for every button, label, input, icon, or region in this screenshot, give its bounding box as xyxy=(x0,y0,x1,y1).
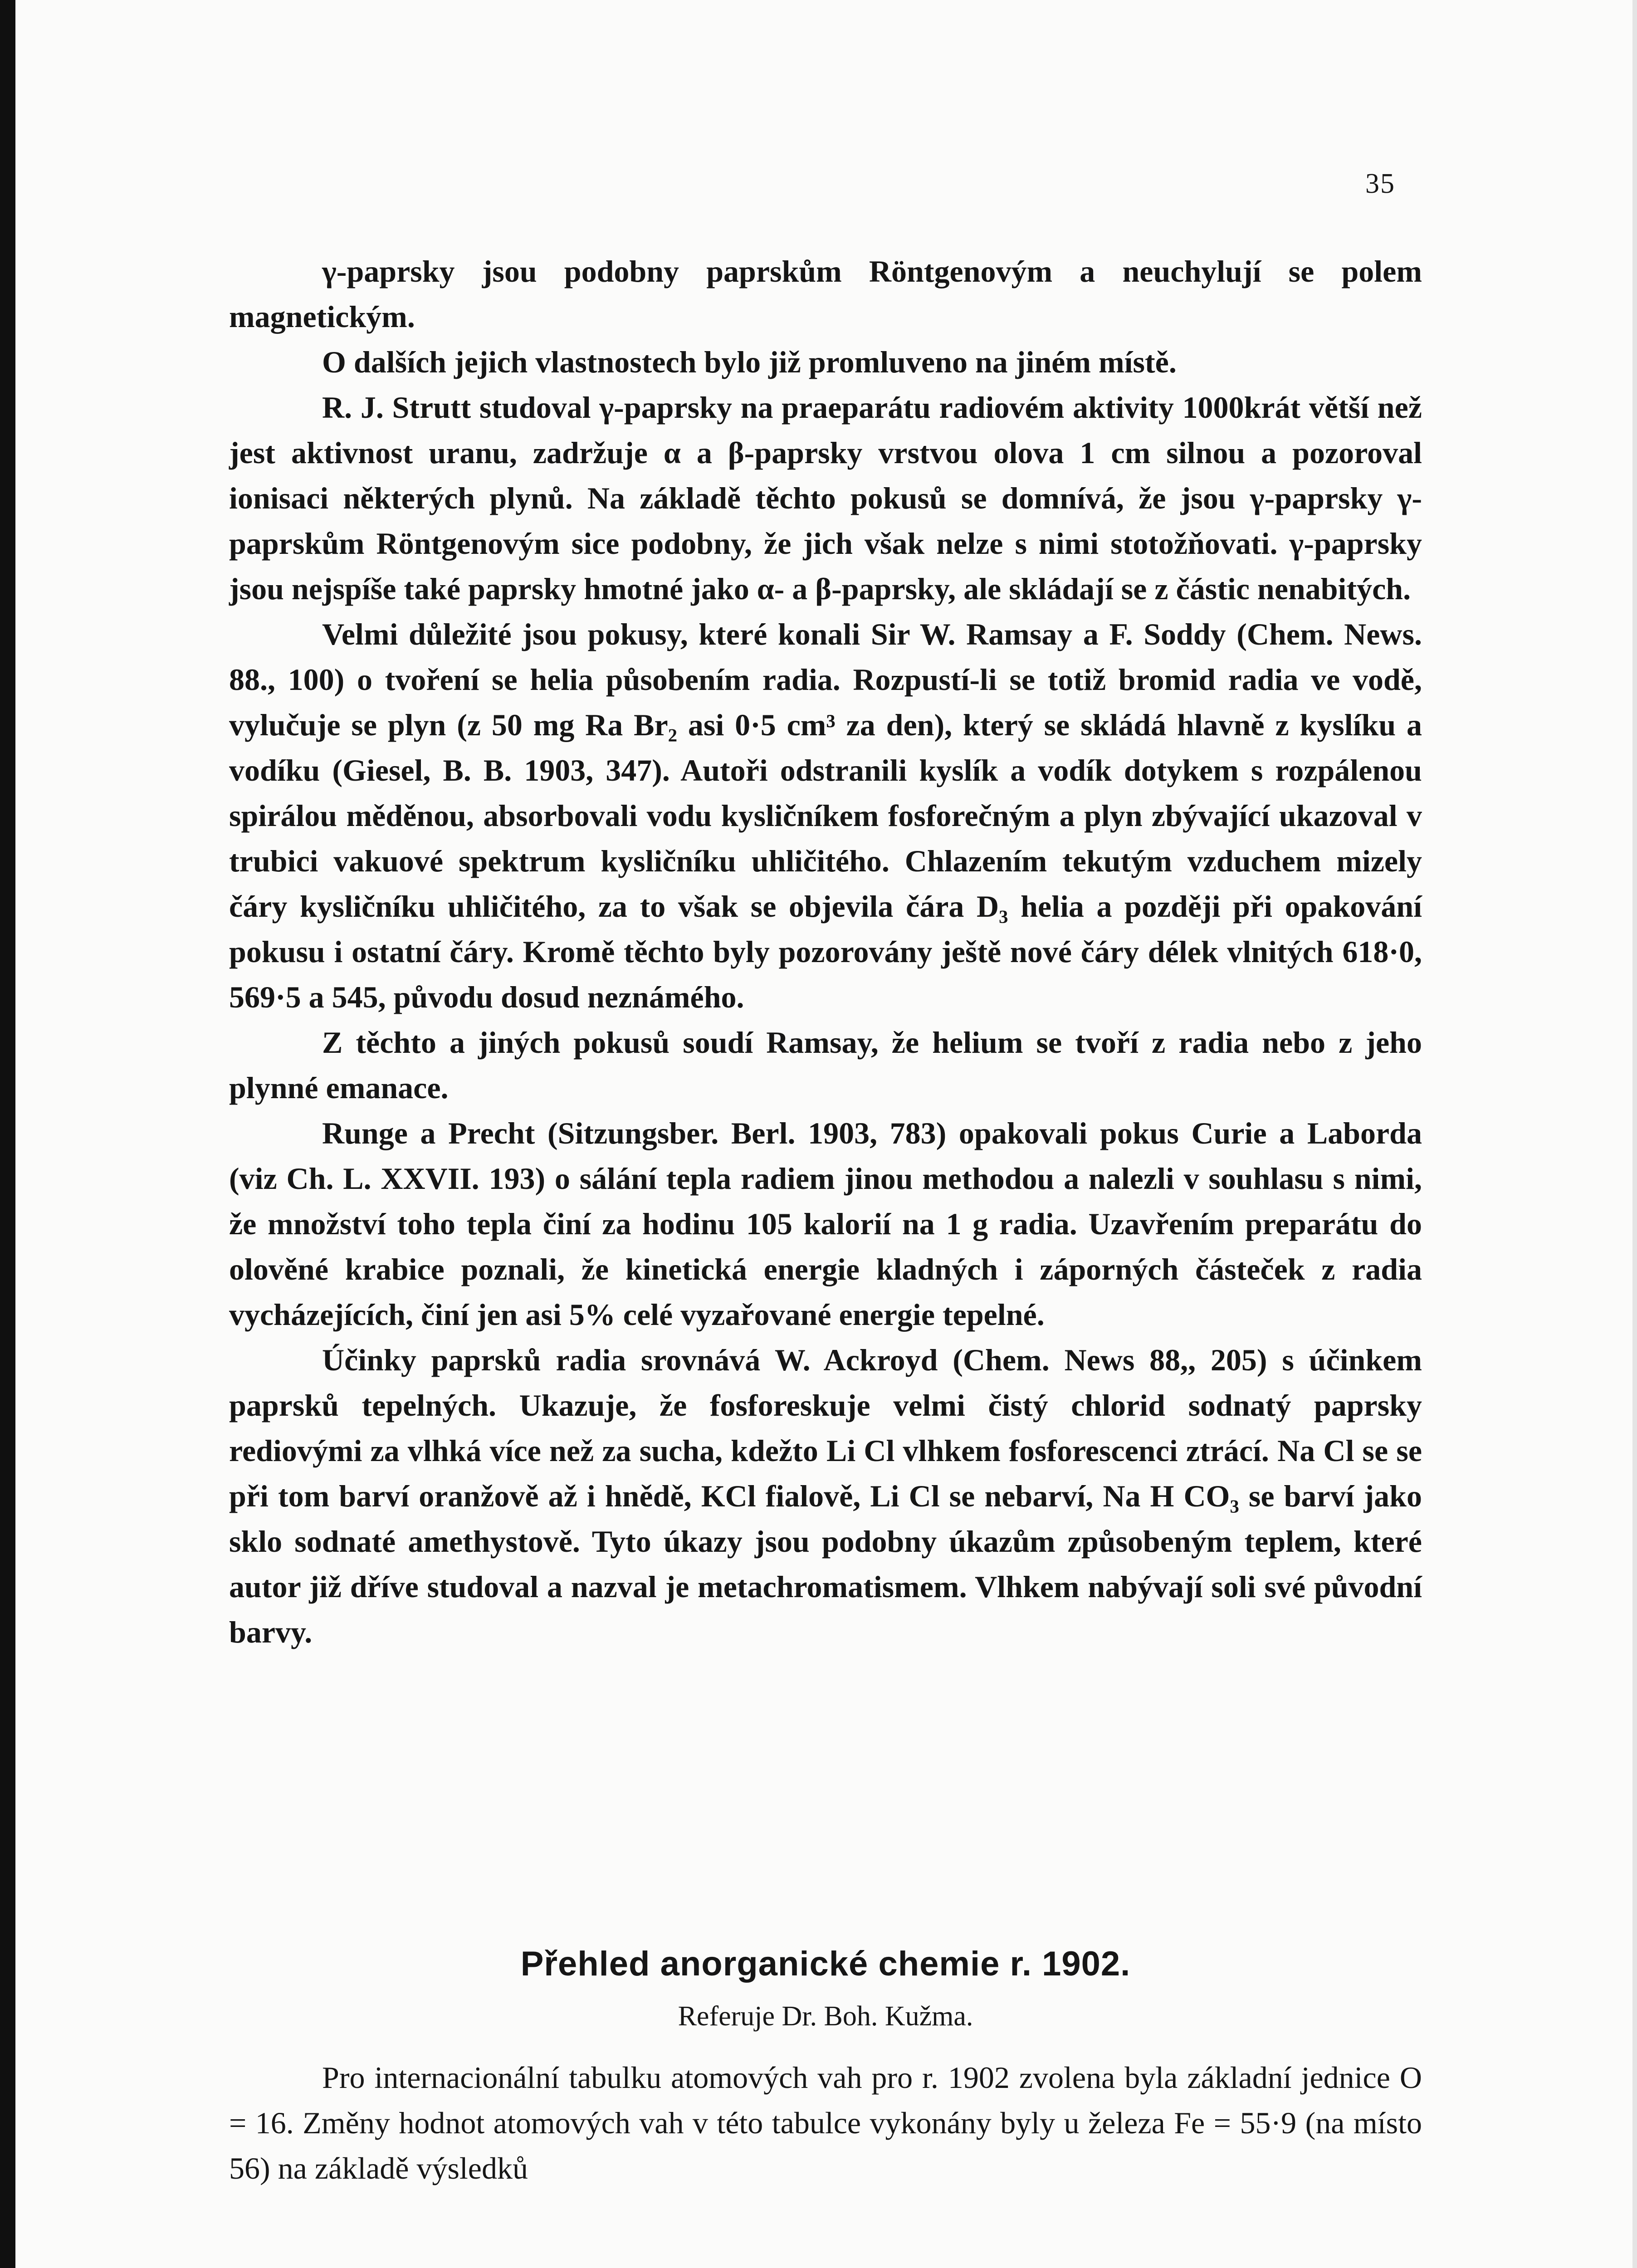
section-title: Přehled anorganické chemie r. 1902. xyxy=(520,1945,1131,1983)
scan-border-left xyxy=(0,0,15,2268)
paragraph-runge-precht: Runge a Precht (Sitzungsber. Berl. 1903, 783) opakovali pokus Curie a Laborda (viz Ch. L. XXVII. 193) o sálání tepla radiem jinou methodou a nalezli v souhlasu s nimi, že množství toho tepla činí za hodinu 105 kalorií na 1 g radia. Uzavřením preparátu do olověné krabice poznali, že kinetická energie kladných i záporných částeček z radia vycházejících, činí jen asi 5% celé vyzařované energie tepelné. xyxy=(229,1116,1422,1332)
paragraph-strutt: R. J. Strutt studoval γ-paprsky na praeparátu radiovém aktivity 1000krát větší než jest aktivnost uranu, zadržuje α a β-paprsky vrstvou olova 1 cm silnou a pozoroval ionisaci některých plynů. Na základě těchto pokusů se domnívá, že jsou γ-paprsky γ-paprskům Röntgenovým sice podobny, že jich však nelze s nimi stotožňovati. γ-paprsky jsou nejspíše také paprsky hmotné jako α- a β-paprsky, ale skládají se z částic nenabitých. xyxy=(229,390,1422,606)
paragraph-gamma-rays: γ-paprsky jsou podobny paprskům Röntgenovým a neuchylují se polem magnetickým. xyxy=(229,254,1422,334)
section-body xyxy=(229,2055,1422,2191)
paragraph-atomic-weights: Pro internacionální tabulku atomových vah pro r. 1902 zvolena byla základní jednice O = 16. Změny hodnot atomových vah v této tabulce vykonány byly u železa Fe = 55·9 (na místo 56) na základě výsledků xyxy=(229,2060,1422,2185)
scan-border-right xyxy=(1632,0,1637,2268)
main-text xyxy=(229,249,1422,1655)
paragraph-ramsay-soddy: Velmi důležité jsou pokusy, které konali Sir W. Ramsay a F. Soddy (Chem. News. 88., 100) o tvoření se helia působením radia. Rozpustí-li se totiž bromid radia ve vodě, vylučuje se plyn (z 50 mg Ra Br₂ asi 0·5 cm³ za den), který se skládá hlavně z kyslíku a vodíku (Giesel, B. B. 1903, 347). Autoři odstranili kyslík a vodík dotykem s rozpálenou spirálou měděnou, absorbovali vodu kysličníkem fosforečným a plyn zbývající ukazoval v trubici vakuové spektrum kysličníku uhličitého. Chlazením tekutým vzduchem mizely čáry kysličníku uhličitého, za to však se objevila čára D₃ helia a později při opakování pokusu i ostatní čáry. Kromě těchto byly pozorovány ještě nové čáry délek vlnitých 618·0, 569·5 a 545, původu dosud neznámého. xyxy=(229,617,1422,1014)
paragraph-other-properties: O dalších jejich vlastnostech bylo již promluveno na jiném místě. xyxy=(322,345,1177,379)
paragraph-ackroyd: Účinky paprsků radia srovnává W. Ackroyd (Chem. News 88,, 205) s účinkem paprsků tepelných. Ukazuje, že fosforeskuje velmi čistý chlorid sodnatý paprsky rediovými za vlhká více než za sucha, kdežto Li Cl vlhkem fosforescenci ztrácí. Na Cl se se při tom barví oranžově až i hnědě, KCl fialově, Li Cl se nebarví, Na H CO₃ se barví jako sklo sodnaté amethystově. Tyto úkazy jsou podobny úkazům způsobeným teplem, které autor již dříve studoval a nazval je metachromatismem. Vlhkem nabývají soli své původní barvy. xyxy=(229,1343,1422,1649)
section-byline: Referuje Dr. Boh. Kužma. xyxy=(678,2001,973,2032)
paragraph-helium: Z těchto a jiných pokusů soudí Ramsay, že helium se tvoří z radia nebo z jeho plynné emanace. xyxy=(229,1025,1422,1105)
page-number: 35 xyxy=(1365,168,1395,199)
